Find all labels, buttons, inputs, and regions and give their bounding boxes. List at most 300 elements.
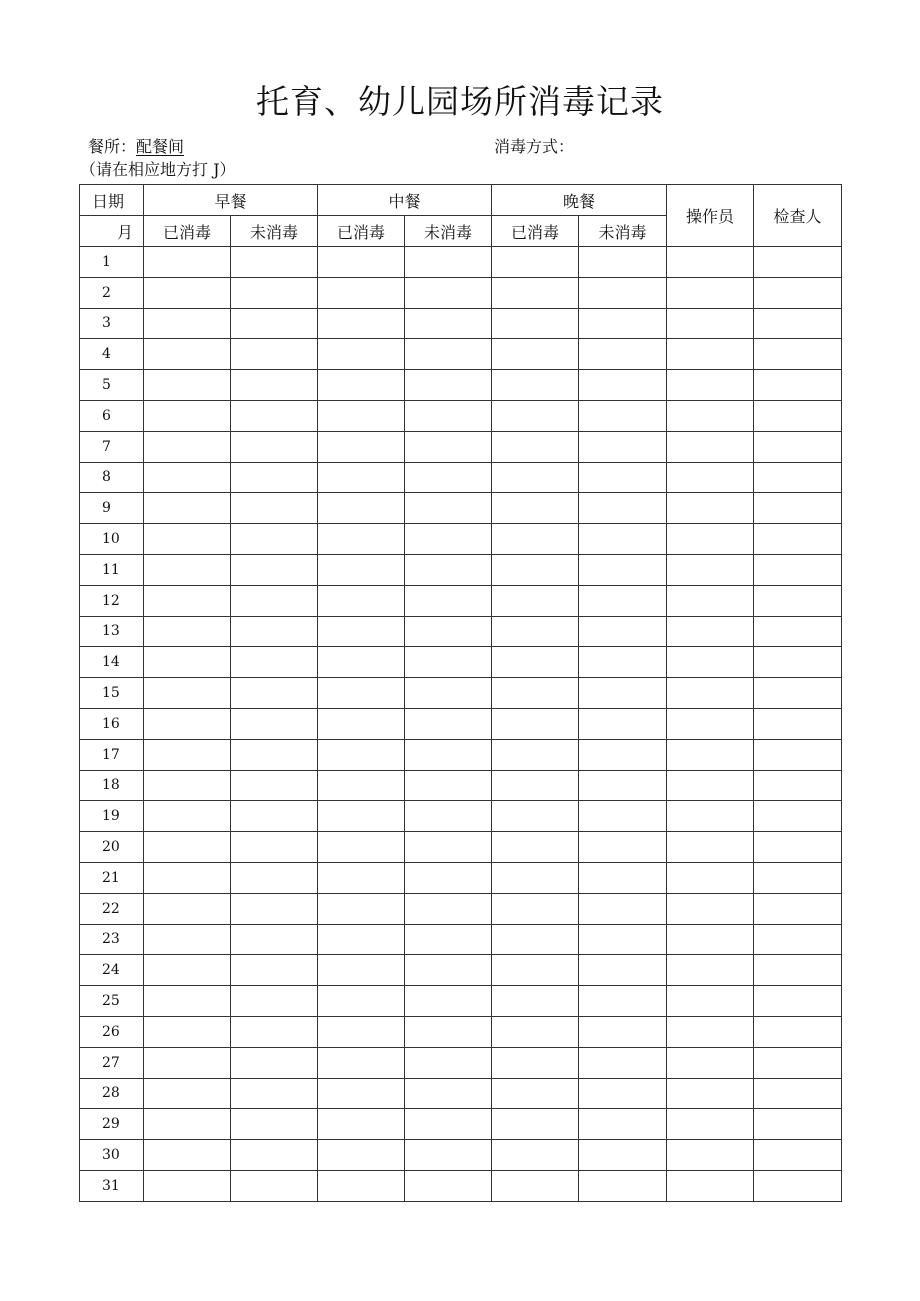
breakfast-not-disinfected-header: 未消毒 (231, 216, 318, 247)
inspector-cell[interactable] (754, 524, 842, 555)
table-row (80, 832, 842, 863)
table-row (80, 462, 842, 493)
inspector-cell[interactable] (754, 400, 842, 431)
breakfast-not-disinfected-cell[interactable] (231, 400, 318, 431)
dinner-disinfected-cell[interactable] (492, 1170, 579, 1201)
breakfast-disinfected-cell[interactable] (144, 493, 231, 524)
operator-cell[interactable] (667, 431, 754, 462)
operator-cell[interactable] (667, 554, 754, 585)
inspector-cell[interactable] (754, 370, 842, 401)
inspector-cell[interactable] (754, 1140, 842, 1171)
lunch-not-disinfected-cell[interactable] (405, 862, 492, 893)
inspector-cell[interactable] (754, 585, 842, 616)
breakfast-not-disinfected-cell[interactable] (231, 277, 318, 308)
lunch-disinfected-cell[interactable] (318, 339, 405, 370)
breakfast-disinfected-header: 已消毒 (144, 216, 231, 247)
table-row (80, 247, 842, 278)
dinner-disinfected-cell[interactable] (492, 247, 579, 278)
lunch-not-disinfected-cell[interactable] (405, 247, 492, 278)
dinner-disinfected-cell[interactable] (492, 1140, 579, 1171)
inspector-cell[interactable] (754, 247, 842, 278)
breakfast-not-disinfected-cell[interactable] (231, 1170, 318, 1201)
lunch-not-disinfected-cell[interactable] (405, 370, 492, 401)
operator-cell[interactable] (667, 1016, 754, 1047)
dinner-not-disinfected-cell[interactable] (579, 924, 667, 955)
dinner-not-disinfected-cell[interactable] (579, 801, 667, 832)
lunch-disinfected-cell[interactable] (318, 431, 405, 462)
lunch-not-disinfected-cell[interactable] (405, 708, 492, 739)
breakfast-disinfected-cell[interactable] (144, 955, 231, 986)
breakfast-disinfected-cell[interactable] (144, 585, 231, 616)
lunch-not-disinfected-cell[interactable] (405, 832, 492, 863)
lunch-disinfected-cell[interactable] (318, 986, 405, 1017)
breakfast-not-disinfected-cell[interactable] (231, 554, 318, 585)
inspector-cell[interactable] (754, 708, 842, 739)
breakfast-disinfected-cell[interactable] (144, 524, 231, 555)
day-number: 19 (80, 801, 144, 832)
dinner-disinfected-cell[interactable] (492, 770, 579, 801)
lunch-not-disinfected-cell[interactable] (405, 431, 492, 462)
dinner-not-disinfected-cell[interactable] (579, 1109, 667, 1140)
table-row (80, 1140, 842, 1171)
breakfast-not-disinfected-cell[interactable] (231, 862, 318, 893)
dinner-disinfected-cell[interactable] (492, 801, 579, 832)
lunch-disinfected-cell[interactable] (318, 739, 405, 770)
dinner-disinfected-cell[interactable] (492, 339, 579, 370)
lunch-disinfected-cell[interactable] (318, 862, 405, 893)
operator-cell[interactable] (667, 986, 754, 1017)
lunch-disinfected-cell[interactable] (318, 955, 405, 986)
dinner-not-disinfected-cell[interactable] (579, 1078, 667, 1109)
dinner-disinfected-cell[interactable] (492, 1109, 579, 1140)
lunch-not-disinfected-cell[interactable] (405, 400, 492, 431)
breakfast-not-disinfected-cell[interactable] (231, 739, 318, 770)
inspector-cell[interactable] (754, 739, 842, 770)
inspector-cell[interactable] (754, 308, 842, 339)
lunch-disinfected-cell[interactable] (318, 924, 405, 955)
day-number: 9 (80, 493, 144, 524)
dinner-not-disinfected-cell[interactable] (579, 462, 667, 493)
breakfast-disinfected-cell[interactable] (144, 678, 231, 709)
breakfast-disinfected-cell[interactable] (144, 339, 231, 370)
dinner-disinfected-cell[interactable] (492, 370, 579, 401)
breakfast-not-disinfected-cell[interactable] (231, 708, 318, 739)
day-number: 26 (80, 1016, 144, 1047)
operator-cell[interactable] (667, 893, 754, 924)
breakfast-not-disinfected-cell[interactable] (231, 1109, 318, 1140)
breakfast-disinfected-cell[interactable] (144, 616, 231, 647)
operator-cell[interactable] (667, 524, 754, 555)
lunch-not-disinfected-cell[interactable] (405, 1140, 492, 1171)
day-number: 16 (80, 708, 144, 739)
table-row (80, 1170, 842, 1201)
inspector-cell[interactable] (754, 862, 842, 893)
breakfast-disinfected-cell[interactable] (144, 893, 231, 924)
inspector-cell[interactable] (754, 1016, 842, 1047)
dinner-disinfected-cell[interactable] (492, 585, 579, 616)
breakfast-not-disinfected-cell[interactable] (231, 462, 318, 493)
lunch-disinfected-cell[interactable] (318, 370, 405, 401)
page-title: 托育、幼儿园场所消毒记录 (256, 82, 664, 121)
table-row (80, 770, 842, 801)
breakfast-not-disinfected-cell[interactable] (231, 431, 318, 462)
inspector-cell[interactable] (754, 1047, 842, 1078)
breakfast-disinfected-cell[interactable] (144, 1078, 231, 1109)
lunch-disinfected-cell[interactable] (318, 770, 405, 801)
day-number: 17 (80, 739, 144, 770)
day-number: 10 (80, 524, 144, 555)
breakfast-not-disinfected-cell[interactable] (231, 308, 318, 339)
breakfast-not-disinfected-cell[interactable] (231, 524, 318, 555)
breakfast-disinfected-cell[interactable] (144, 370, 231, 401)
dinner-disinfected-cell[interactable] (492, 431, 579, 462)
lunch-disinfected-cell[interactable] (318, 893, 405, 924)
breakfast-disinfected-cell[interactable] (144, 1016, 231, 1047)
breakfast-disinfected-cell[interactable] (144, 1109, 231, 1140)
dinner-disinfected-cell[interactable] (492, 524, 579, 555)
operator-cell[interactable] (667, 1047, 754, 1078)
lunch-disinfected-cell[interactable] (318, 462, 405, 493)
dinner-not-disinfected-cell[interactable] (579, 339, 667, 370)
lunch-not-disinfected-cell[interactable] (405, 1047, 492, 1078)
breakfast-disinfected-cell[interactable] (144, 708, 231, 739)
lunch-disinfected-cell[interactable] (318, 554, 405, 585)
dinner-disinfected-cell[interactable] (492, 893, 579, 924)
table-row (80, 986, 842, 1017)
dinner-not-disinfected-cell[interactable] (579, 400, 667, 431)
dinner-not-disinfected-cell[interactable] (579, 370, 667, 401)
dinner-not-disinfected-cell[interactable] (579, 647, 667, 678)
disinfection-record-table (79, 184, 842, 1202)
dinner-not-disinfected-cell[interactable] (579, 431, 667, 462)
date-column-header: 日期 (80, 185, 144, 216)
lunch-disinfected-cell[interactable] (318, 832, 405, 863)
lunch-disinfected-cell[interactable] (318, 1078, 405, 1109)
inspector-cell[interactable] (754, 1109, 842, 1140)
operator-cell[interactable] (667, 770, 754, 801)
day-number: 13 (80, 616, 144, 647)
lunch-not-disinfected-cell[interactable] (405, 893, 492, 924)
dinner-not-disinfected-cell[interactable] (579, 678, 667, 709)
dinner-not-disinfected-cell[interactable] (579, 524, 667, 555)
inspector-cell[interactable] (754, 832, 842, 863)
lunch-not-disinfected-cell[interactable] (405, 770, 492, 801)
breakfast-not-disinfected-cell[interactable] (231, 1016, 318, 1047)
table-row (80, 339, 842, 370)
dinner-not-disinfected-cell[interactable] (579, 247, 667, 278)
lunch-not-disinfected-cell[interactable] (405, 493, 492, 524)
dinner-disinfected-cell[interactable] (492, 493, 579, 524)
lunch-disinfected-cell[interactable] (318, 277, 405, 308)
dinner-disinfected-cell[interactable] (492, 308, 579, 339)
operator-cell[interactable] (667, 1170, 754, 1201)
dinner-not-disinfected-cell[interactable] (579, 308, 667, 339)
breakfast-not-disinfected-cell[interactable] (231, 893, 318, 924)
dinner-disinfected-cell[interactable] (492, 554, 579, 585)
dinner-disinfected-cell[interactable] (492, 986, 579, 1017)
table-row (80, 493, 842, 524)
inspector-header: 检查人 (754, 185, 842, 247)
table-row (80, 801, 842, 832)
lunch-disinfected-cell[interactable] (318, 616, 405, 647)
day-number: 1 (80, 247, 144, 278)
operator-cell[interactable] (667, 493, 754, 524)
breakfast-not-disinfected-cell[interactable] (231, 1140, 318, 1171)
table-row (80, 308, 842, 339)
inspector-cell[interactable] (754, 462, 842, 493)
lunch-not-disinfected-cell[interactable] (405, 277, 492, 308)
lunch-not-disinfected-cell[interactable] (405, 554, 492, 585)
operator-cell[interactable] (667, 955, 754, 986)
day-number: 29 (80, 1109, 144, 1140)
lunch-disinfected-cell[interactable] (318, 708, 405, 739)
breakfast-disinfected-cell[interactable] (144, 1140, 231, 1171)
breakfast-disinfected-cell[interactable] (144, 277, 231, 308)
lunch-not-disinfected-cell[interactable] (405, 1078, 492, 1109)
breakfast-not-disinfected-cell[interactable] (231, 801, 318, 832)
day-number: 27 (80, 1047, 144, 1078)
dinner-not-disinfected-cell[interactable] (579, 616, 667, 647)
breakfast-disinfected-cell[interactable] (144, 247, 231, 278)
inspector-cell[interactable] (754, 1078, 842, 1109)
lunch-disinfected-cell[interactable] (318, 1047, 405, 1078)
operator-cell[interactable] (667, 1078, 754, 1109)
breakfast-disinfected-cell[interactable] (144, 462, 231, 493)
dinner-not-disinfected-cell[interactable] (579, 554, 667, 585)
inspector-cell[interactable] (754, 801, 842, 832)
table-row (80, 1047, 842, 1078)
operator-cell[interactable] (667, 678, 754, 709)
dinner-not-disinfected-cell[interactable] (579, 1140, 667, 1171)
breakfast-disinfected-cell[interactable] (144, 1170, 231, 1201)
day-number: 4 (80, 339, 144, 370)
breakfast-disinfected-cell[interactable] (144, 554, 231, 585)
table-row (80, 862, 842, 893)
inspector-cell[interactable] (754, 770, 842, 801)
lunch-not-disinfected-cell[interactable] (405, 647, 492, 678)
dinner-header: 晚餐 (492, 185, 667, 216)
breakfast-disinfected-cell[interactable] (144, 431, 231, 462)
operator-cell[interactable] (667, 370, 754, 401)
operator-cell[interactable] (667, 277, 754, 308)
dinner-disinfected-cell[interactable] (492, 1047, 579, 1078)
dinner-disinfected-cell[interactable] (492, 739, 579, 770)
operator-cell[interactable] (667, 1109, 754, 1140)
breakfast-not-disinfected-cell[interactable] (231, 678, 318, 709)
breakfast-disinfected-cell[interactable] (144, 986, 231, 1017)
breakfast-not-disinfected-cell[interactable] (231, 647, 318, 678)
lunch-not-disinfected-cell[interactable] (405, 1109, 492, 1140)
operator-cell[interactable] (667, 647, 754, 678)
inspector-cell[interactable] (754, 493, 842, 524)
operator-cell[interactable] (667, 585, 754, 616)
lunch-not-disinfected-cell[interactable] (405, 801, 492, 832)
inspector-cell[interactable] (754, 277, 842, 308)
operator-cell[interactable] (667, 400, 754, 431)
dinner-not-disinfected-cell[interactable] (579, 585, 667, 616)
day-number: 6 (80, 400, 144, 431)
operator-cell[interactable] (667, 862, 754, 893)
operator-cell[interactable] (667, 832, 754, 863)
inspector-cell[interactable] (754, 647, 842, 678)
dinner-disinfected-cell[interactable] (492, 678, 579, 709)
operator-cell[interactable] (667, 924, 754, 955)
lunch-disinfected-cell[interactable] (318, 801, 405, 832)
breakfast-not-disinfected-cell[interactable] (231, 1078, 318, 1109)
dinner-disinfected-cell[interactable] (492, 647, 579, 678)
operator-cell[interactable] (667, 308, 754, 339)
breakfast-not-disinfected-cell[interactable] (231, 616, 318, 647)
lunch-disinfected-cell[interactable] (318, 247, 405, 278)
dinner-disinfected-cell[interactable] (492, 462, 579, 493)
inspector-cell[interactable] (754, 616, 842, 647)
operator-cell[interactable] (667, 462, 754, 493)
dinner-disinfected-cell[interactable] (492, 708, 579, 739)
day-number: 23 (80, 924, 144, 955)
lunch-not-disinfected-cell[interactable] (405, 616, 492, 647)
lunch-disinfected-cell[interactable] (318, 308, 405, 339)
lunch-not-disinfected-cell[interactable] (405, 739, 492, 770)
inspector-cell[interactable] (754, 955, 842, 986)
day-number: 14 (80, 647, 144, 678)
breakfast-not-disinfected-cell[interactable] (231, 339, 318, 370)
inspector-cell[interactable] (754, 893, 842, 924)
dinner-not-disinfected-cell[interactable] (579, 1047, 667, 1078)
operator-header: 操作员 (667, 185, 754, 247)
dinner-not-disinfected-cell[interactable] (579, 986, 667, 1017)
operator-cell[interactable] (667, 708, 754, 739)
table-row (80, 431, 842, 462)
inspector-cell[interactable] (754, 924, 842, 955)
dinner-not-disinfected-cell[interactable] (579, 708, 667, 739)
table-row (80, 277, 842, 308)
breakfast-not-disinfected-cell[interactable] (231, 770, 318, 801)
operator-cell[interactable] (667, 1140, 754, 1171)
lunch-not-disinfected-cell[interactable] (405, 339, 492, 370)
lunch-not-disinfected-cell[interactable] (405, 585, 492, 616)
breakfast-not-disinfected-cell[interactable] (231, 832, 318, 863)
table-row (80, 678, 842, 709)
dinner-disinfected-cell[interactable] (492, 924, 579, 955)
dinner-not-disinfected-cell[interactable] (579, 277, 667, 308)
dinner-disinfected-cell[interactable] (492, 1078, 579, 1109)
table-row (80, 647, 842, 678)
lunch-disinfected-cell[interactable] (318, 524, 405, 555)
table-row (80, 1016, 842, 1047)
dinner-not-disinfected-cell[interactable] (579, 770, 667, 801)
operator-cell[interactable] (667, 616, 754, 647)
breakfast-disinfected-cell[interactable] (144, 832, 231, 863)
dinner-disinfected-cell[interactable] (492, 862, 579, 893)
breakfast-disinfected-cell[interactable] (144, 770, 231, 801)
lunch-disinfected-cell[interactable] (318, 1140, 405, 1171)
inspector-cell[interactable] (754, 986, 842, 1017)
header-row-meals (80, 185, 842, 216)
inspector-cell[interactable] (754, 678, 842, 709)
inspector-cell[interactable] (754, 339, 842, 370)
lunch-not-disinfected-cell[interactable] (405, 462, 492, 493)
dinner-disinfected-cell[interactable] (492, 616, 579, 647)
breakfast-disinfected-cell[interactable] (144, 862, 231, 893)
breakfast-header: 早餐 (144, 185, 318, 216)
lunch-not-disinfected-cell[interactable] (405, 524, 492, 555)
breakfast-disinfected-cell[interactable] (144, 1047, 231, 1078)
dinner-not-disinfected-cell[interactable] (579, 893, 667, 924)
dinner-disinfected-cell[interactable] (492, 832, 579, 863)
table-row (80, 554, 842, 585)
operator-cell[interactable] (667, 739, 754, 770)
breakfast-not-disinfected-cell[interactable] (231, 924, 318, 955)
breakfast-not-disinfected-cell[interactable] (231, 493, 318, 524)
lunch-not-disinfected-cell[interactable] (405, 955, 492, 986)
lunch-disinfected-cell[interactable] (318, 1016, 405, 1047)
breakfast-disinfected-cell[interactable] (144, 308, 231, 339)
lunch-not-disinfected-cell[interactable] (405, 1170, 492, 1201)
lunch-disinfected-cell[interactable] (318, 1170, 405, 1201)
dinner-not-disinfected-cell[interactable] (579, 1170, 667, 1201)
lunch-disinfected-cell[interactable] (318, 493, 405, 524)
table-row (80, 400, 842, 431)
dinner-not-disinfected-cell[interactable] (579, 832, 667, 863)
operator-cell[interactable] (667, 801, 754, 832)
lunch-not-disinfected-cell[interactable] (405, 924, 492, 955)
day-number: 22 (80, 893, 144, 924)
operator-cell[interactable] (667, 247, 754, 278)
inspector-cell[interactable] (754, 1170, 842, 1201)
breakfast-not-disinfected-cell[interactable] (231, 986, 318, 1017)
lunch-disinfected-cell[interactable] (318, 1109, 405, 1140)
lunch-disinfected-cell[interactable] (318, 400, 405, 431)
dinner-not-disinfected-cell[interactable] (579, 1016, 667, 1047)
lunch-not-disinfected-cell[interactable] (405, 678, 492, 709)
dinner-not-disinfected-cell[interactable] (579, 739, 667, 770)
dinner-not-disinfected-cell[interactable] (579, 862, 667, 893)
inspector-cell[interactable] (754, 431, 842, 462)
day-number: 21 (80, 862, 144, 893)
dinner-disinfected-cell[interactable] (492, 955, 579, 986)
lunch-not-disinfected-cell[interactable] (405, 1016, 492, 1047)
table-row (80, 893, 842, 924)
breakfast-not-disinfected-cell[interactable] (231, 955, 318, 986)
lunch-not-disinfected-cell[interactable] (405, 308, 492, 339)
day-number: 8 (80, 462, 144, 493)
day-number: 15 (80, 678, 144, 709)
lunch-disinfected-header: 已消毒 (318, 216, 405, 247)
breakfast-disinfected-cell[interactable] (144, 647, 231, 678)
lunch-disinfected-cell[interactable] (318, 585, 405, 616)
day-number: 20 (80, 832, 144, 863)
breakfast-not-disinfected-cell[interactable] (231, 585, 318, 616)
breakfast-disinfected-cell[interactable] (144, 801, 231, 832)
breakfast-not-disinfected-cell[interactable] (231, 1047, 318, 1078)
breakfast-disinfected-cell[interactable] (144, 924, 231, 955)
inspector-cell[interactable] (754, 554, 842, 585)
breakfast-not-disinfected-cell[interactable] (231, 247, 318, 278)
breakfast-disinfected-cell[interactable] (144, 739, 231, 770)
lunch-disinfected-cell[interactable] (318, 678, 405, 709)
lunch-not-disinfected-cell[interactable] (405, 986, 492, 1017)
operator-cell[interactable] (667, 339, 754, 370)
dinner-not-disinfected-cell[interactable] (579, 955, 667, 986)
dinner-disinfected-cell[interactable] (492, 1016, 579, 1047)
table-row (80, 1109, 842, 1140)
dinner-disinfected-cell[interactable] (492, 400, 579, 431)
breakfast-not-disinfected-cell[interactable] (231, 370, 318, 401)
breakfast-disinfected-cell[interactable] (144, 400, 231, 431)
lunch-disinfected-cell[interactable] (318, 647, 405, 678)
dinner-disinfected-cell[interactable] (492, 277, 579, 308)
dinner-not-disinfected-cell[interactable] (579, 493, 667, 524)
